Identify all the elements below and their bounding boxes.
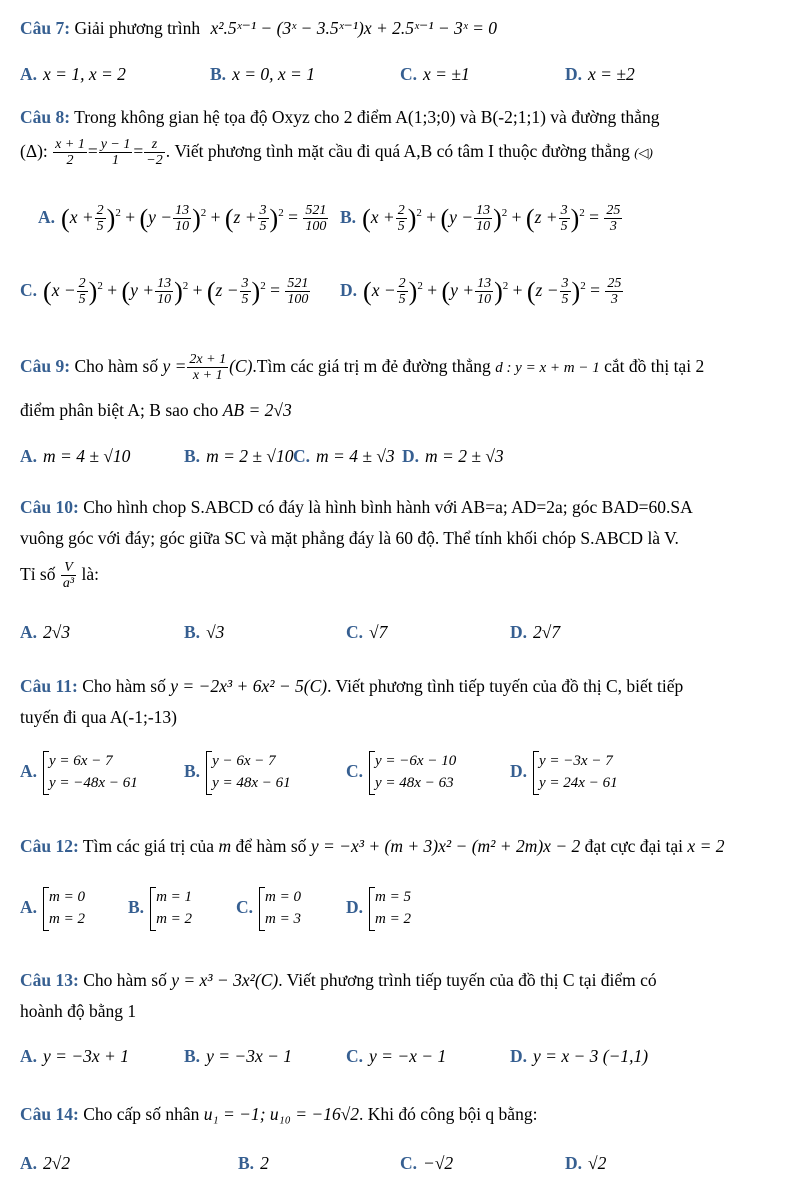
- option-letter: C.: [346, 622, 364, 642]
- question-11-text-2: . Viết phương tình tiếp tuyến của đồ thị C, biết tiếp: [327, 676, 684, 696]
- question-11-label: Câu 11:: [20, 676, 78, 696]
- option-value: x = ±2: [588, 64, 635, 84]
- question-9-text-3: cắt đồ thị tại 2: [604, 355, 705, 376]
- option-value: m = 4 ± √10: [43, 446, 131, 466]
- option-letter: B.: [238, 1153, 255, 1173]
- question-13-label: Câu 13:: [20, 970, 79, 990]
- question-9-text-1: Cho hàm số: [74, 355, 159, 376]
- option-b[interactable]: [184, 1046, 292, 1067]
- question-11: [20, 676, 683, 697]
- option-letter: D.: [402, 446, 420, 466]
- option-a[interactable]: [20, 64, 126, 85]
- option-c[interactable]: [346, 1046, 446, 1067]
- option-letter: B.: [184, 1046, 201, 1066]
- question-10-line-3: [20, 560, 99, 592]
- function: y = −x³ + (m + 3)x² − (m² + 2m)x − 2: [310, 836, 581, 856]
- question-11-text-3: tuyến đi qua A(-1;-13): [20, 707, 177, 727]
- question-7-equation: x².5ˣ⁻¹ − (3ˣ − 3.5ˣ⁻¹)x + 2.5ˣ⁻¹ − 3ˣ = 0: [210, 18, 498, 38]
- option-b[interactable]: B. m = 1 m = 2: [128, 887, 192, 931]
- option-letter: A.: [20, 1046, 38, 1066]
- question-9: [20, 352, 704, 384]
- question-8-delta: (Δ):: [20, 140, 48, 161]
- question-13-text-3: hoành độ bằng 1: [20, 1001, 137, 1021]
- option-value: m = 2 ± √3: [425, 446, 504, 466]
- question-9-text-4: điểm phân biệt A; B sao cho: [20, 400, 219, 420]
- question-9-line-2: [20, 400, 292, 421]
- option-d[interactable]: D. y = −3x − 7 y = 24x − 61: [510, 751, 618, 795]
- option-d[interactable]: [510, 1046, 648, 1067]
- question-13-line-2: [20, 1001, 136, 1022]
- option-letter: B.: [128, 896, 145, 917]
- option-b[interactable]: B. y − 6x − 7 y = 48x − 61: [184, 751, 291, 795]
- option-letter: C.: [236, 896, 254, 917]
- question-11-line-2: [20, 707, 177, 728]
- option-letter: D.: [565, 64, 583, 84]
- option-value: √7: [369, 622, 388, 642]
- option-letter: A.: [20, 760, 38, 781]
- at-point: x = 2: [687, 836, 725, 856]
- question-12-text-1: Tìm các giá trị của: [82, 836, 215, 856]
- question-12-text-2: để hàm số: [235, 836, 307, 856]
- question-8-line-2: (Δ): $\frac{x + 1}{2}$ = $\frac{y - 1}{1}$ = $\frac{z}{-2}$ . Viết phương tình mặt cầu đi quá A,B có tâm I thuộc đường thẳng (◁): [20, 137, 653, 169]
- question-8-text-2: . Viết phương tình mặt cầu đi quá A,B có tâm I thuộc đường thẳng: [165, 140, 630, 161]
- option-c[interactable]: [400, 64, 470, 85]
- question-9-text-2: .Tìm các giá trị m đẻ đường thẳng: [252, 355, 491, 376]
- question-14-label: Câu 14:: [20, 1104, 79, 1124]
- option-letter: B.: [184, 446, 201, 466]
- option-letter: D.: [510, 1046, 528, 1066]
- question-13-text-2: . Viết phương trình tiếp tuyến của đồ thị C tại điểm có: [278, 970, 657, 990]
- question-10-text-2: vuông góc với đáy; góc giữa SC và mặt phẳng đáy là 60 độ. Thể tính khối chóp S.ABCD là V.: [20, 528, 679, 548]
- option-b[interactable]: [238, 1153, 269, 1174]
- option-letter: C.: [346, 1046, 364, 1066]
- option-b[interactable]: [184, 622, 224, 643]
- question-14: [20, 1104, 537, 1125]
- option-value: y = −3x − 1: [206, 1046, 293, 1066]
- question-13-text-1: Cho hàm số: [83, 970, 167, 990]
- option-value: y = x − 3 (−1,1): [533, 1046, 649, 1066]
- option-a[interactable]: A. (x + $\frac{2}{5}$ )$^2$ + (y − $\frac{13}{10}$ )$^2$ + (z + $\frac{3}{5}$ )$^2$ = $\frac{521}{100}$: [38, 203, 327, 235]
- parameter-m: m: [218, 836, 232, 856]
- option-c[interactable]: [346, 622, 387, 643]
- question-7-label: Câu 7:: [20, 18, 71, 38]
- option-letter: C.: [20, 279, 38, 300]
- line-frac-x: $\frac{x + 1}{2}$: [55, 137, 85, 169]
- option-letter: D.: [510, 622, 528, 642]
- option-a[interactable]: [20, 446, 130, 467]
- function: y = x³ − 3x²(C): [171, 970, 279, 990]
- option-letter: D.: [565, 1153, 583, 1173]
- option-value: √2: [588, 1153, 607, 1173]
- line-frac-z: $\frac{z}{-2}$: [146, 137, 163, 169]
- option-letter: C.: [346, 760, 364, 781]
- sequence-terms: u₁ = −1; u₁₀ = −16√2: [203, 1104, 360, 1124]
- option-letter: B.: [184, 622, 201, 642]
- option-letter: D.: [510, 760, 528, 781]
- option-value: 2√2: [43, 1153, 71, 1173]
- question-8-delta-end: (◁): [634, 144, 653, 160]
- question-11-text-1: Cho hàm số: [82, 676, 166, 696]
- question-10-label: Câu 10:: [20, 497, 79, 517]
- question-14-text-2: . Khi đó công bội q bằng:: [359, 1104, 538, 1124]
- option-value: x = 0, x = 1: [232, 64, 315, 84]
- option-c[interactable]: [400, 1153, 453, 1174]
- option-b[interactable]: [210, 64, 315, 85]
- option-letter: D.: [340, 279, 358, 300]
- line-frac-y: $\frac{y - 1}{1}$: [100, 137, 131, 169]
- option-value: m = 2 ± √10: [206, 446, 294, 466]
- function-tail: (C): [229, 355, 253, 376]
- option-value: −√2: [423, 1153, 454, 1173]
- option-letter: B.: [210, 64, 227, 84]
- option-c[interactable]: C. (x − $\frac{2}{5}$ )$^2$ + (y + $\frac{13}{10}$ )$^2$ + (z − $\frac{3}{5}$ )$^2$ = $\frac{521}{100}$: [20, 276, 309, 308]
- option-a[interactable]: [20, 1153, 70, 1174]
- question-8-text-1: Trong không gian hệ tọa độ Oxyz cho 2 điểm A(1;3;0) và B(-2;1;1) và đường thẳng: [74, 107, 660, 127]
- option-d[interactable]: [565, 1153, 606, 1174]
- option-value: y = −x − 1: [369, 1046, 447, 1066]
- option-c[interactable]: C. y = −6x − 10 y = 48x − 63: [346, 751, 456, 795]
- question-10-text-3a: Tỉ số: [20, 563, 56, 584]
- option-a[interactable]: [20, 622, 70, 643]
- option-value: 2: [260, 1153, 269, 1173]
- option-c[interactable]: C. m = 0 m = 3: [236, 887, 301, 931]
- option-value: x = ±1: [423, 64, 470, 84]
- question-10-text-1: Cho hình chop S.ABCD có đáy là hình bình hành với AB=a; AD=2a; góc BAD=60.SA: [83, 497, 693, 517]
- question-7: [20, 18, 497, 39]
- option-letter: A.: [20, 1153, 38, 1173]
- question-8: [20, 107, 659, 128]
- option-letter: C.: [293, 446, 311, 466]
- option-letter: B.: [340, 206, 357, 227]
- option-value: y = −3x + 1: [43, 1046, 129, 1066]
- option-value: m = 4 ± √3: [316, 446, 395, 466]
- line-equation: d : y = x + m − 1: [495, 359, 600, 376]
- option-a[interactable]: A. y = 6x − 7 y = −48x − 61: [20, 751, 138, 795]
- option-a[interactable]: A. m = 0 m = 2: [20, 887, 85, 931]
- option-a[interactable]: [20, 1046, 129, 1067]
- question-13: [20, 970, 657, 991]
- option-d[interactable]: [402, 446, 504, 467]
- question-10-line-2: [20, 528, 679, 549]
- question-8-label: Câu 8:: [20, 107, 71, 127]
- option-value: x = 1, x = 2: [43, 64, 126, 84]
- option-letter: D.: [346, 896, 364, 917]
- option-letter: A.: [20, 622, 38, 642]
- option-d[interactable]: D. (x − $\frac{2}{5}$ )$^2$ + (y + $\frac{13}{10}$ )$^2$ + (z − $\frac{3}{5}$ )$^2$ = $\frac{25}{3}$: [340, 276, 622, 308]
- option-d[interactable]: [565, 64, 635, 85]
- option-value: 2√3: [43, 622, 71, 642]
- question-14-text-1: Cho cấp số nhân: [83, 1104, 200, 1124]
- ab-length: AB = 2√3: [222, 400, 292, 420]
- question-9-label: Câu 9:: [20, 355, 71, 376]
- function-fraction: $\frac{2x + 1}{x + 1}$: [189, 352, 227, 384]
- option-value: 2√7: [533, 622, 561, 642]
- option-letter: A.: [38, 206, 56, 227]
- function: y = −2x³ + 6x² − 5(C): [170, 676, 328, 696]
- ratio-fraction: $\frac{V}{\text{a³}}$: [62, 560, 75, 592]
- question-10-text-3b: là:: [81, 563, 99, 584]
- question-12-label: Câu 12:: [20, 836, 79, 856]
- option-letter: B.: [184, 760, 201, 781]
- option-d[interactable]: D. m = 5 m = 2: [346, 887, 411, 931]
- question-12: [20, 836, 725, 857]
- question-7-text: Giải phương trình: [74, 18, 201, 38]
- option-letter: A.: [20, 446, 38, 466]
- option-letter: A.: [20, 896, 38, 917]
- option-b[interactable]: [184, 446, 293, 467]
- option-value: √3: [206, 622, 225, 642]
- function-lhs: y =: [162, 355, 187, 376]
- question-10: [20, 497, 693, 518]
- option-letter: C.: [400, 1153, 418, 1173]
- option-letter: A.: [20, 64, 38, 84]
- option-letter: C.: [400, 64, 418, 84]
- option-b[interactable]: B. (x + $\frac{2}{5}$ )$^2$ + (y − $\frac{13}{10}$ )$^2$ + (z + $\frac{3}{5}$ )$^2$ = $\frac{25}{3}$: [340, 203, 621, 235]
- question-12-text-3: đạt cực đại tại: [584, 836, 684, 856]
- option-d[interactable]: [510, 622, 560, 643]
- option-c[interactable]: [293, 446, 395, 467]
